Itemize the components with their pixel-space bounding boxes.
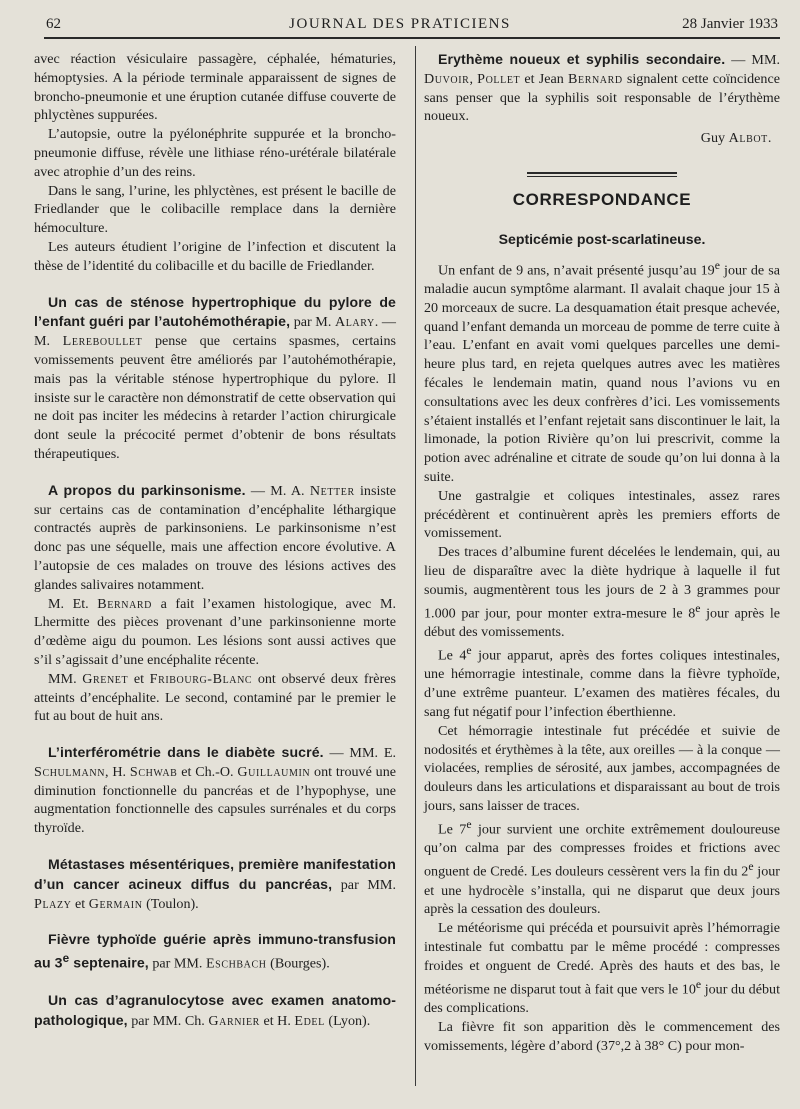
text: et Ch.-O. [177,763,238,780]
article-title: L’interférométrie dans le diabète sucré. [48,744,324,761]
journal-title: JOURNAL DES PRATICIENS [289,16,511,32]
article-text: ont trouvé une diminution fonctionnelle du pancréas et de l’hypophyse, une augmentation fonctionnelle des capsules surrénales et du corps thyroïde. [34,763,397,837]
page-header [20,16,780,38]
byline: par MM. Ch. [127,1012,209,1029]
author-name: Netter [309,482,355,499]
text: Une gastralgie et coliques intestinales, assez rares précédèrent et continuèrent après les premiers efforts de vomissement. [424,487,780,542]
text: MM. [48,670,83,687]
text: M. Et. [48,595,98,612]
article-text: pense que certains spasmes, certains vomissements peuvent être améliorés par l’autohémothérapie, mais pas la véritable sténose hypertrophique du pylore. Il insiste sur le caractère non démonstratif de cette observation qui ne doit pas inciter les médecins à retarder l’action chirurgicale dont seule la précocité permet d’obtenir de bons résultats thérapeutiques. [34,333,396,462]
article-title: A propos du parkinsonisme. [48,481,246,498]
author-name: Eschbach [205,955,267,972]
paragraph [424,816,780,919]
author-name: Garnier [208,1012,260,1029]
signature [424,129,772,148]
separator: — MM. [725,52,780,68]
author-name: Plazy [34,895,72,912]
signature-last: Albot. [728,130,772,147]
text: jour après le début des vomissements. [424,605,780,641]
text: (Toulon). [142,895,199,912]
separator: — MM. E. [323,745,396,762]
paragraph: Les auteurs étudient l’origine de l’infection et discutent la thèse de l’identité du colibacille et du bacille de Friedlander. [34,238,396,274]
article-subtitle: Septicémie post-scarlatineuse. [498,230,706,247]
author-name: Edel [294,1012,325,1029]
superscript: e [748,860,754,874]
superscript: e [714,258,720,272]
text: jour apparut, après des fortes coliques intestinales, une hémorragie intestinale, comme dans la fièvre typhoïde, d’une extrême puanteur. L’examen des matières fécales, du sang fut négatif pour l’infection éberthienne. [424,647,781,720]
article-title: Métastases mésentériques, première manifestation d’un cancer acineux diffus du pancréas, [34,856,396,892]
article-stenose [34,293,396,464]
paragraph [424,722,780,816]
left-column [34,50,396,1030]
text: Des traces d’albumine furent décelées le lendemain, qui, au lieu de disparaître avec la diète hydrique à laquelle il fut soumis, augmentèrent tous les jours de 2 à 3 grammes pour 1.000 par jour, pour monter extra-mesure le 8 [424,544,780,622]
text: jour et une hydrocèle s’installa, qui ne disparut que deux jours après la cessation des douleurs. [424,863,780,918]
text: et H. [259,1012,295,1029]
paragraph: Dans le sang, l’urine, les phlyctènes, est présent le bacille de Friedlander que le colibacille remplace dans la dernière hémoculture. [34,182,396,237]
author-name: Duvoir [424,70,470,87]
section-rule [527,172,677,177]
author-name: Pollet [477,70,521,87]
author-name: Lereboullet [62,333,143,350]
article-parkinson [34,481,396,595]
text: , H. [105,763,130,780]
issue-date: 28 Janvier 1933 [682,16,778,32]
author-name: Fribourg-Blanc [149,670,253,687]
paragraph [424,1018,780,1056]
paragraph [424,919,780,1018]
paragraph [424,642,780,722]
paragraph: avec réaction vésiculaire passagère, céphalée, hématuries, hémoptysies. A la période terminale apparaissent de signes de broncho-pneumonie et une éruption cutanée diffuse couverte de phlyctènes suppurées. [34,51,396,124]
article-text: insiste sur certains cas de contamination d’encéphalite léthargique contractés auprès de parkinsoniens. Le parkinsonisme n’est donc pas une séquelle, mais une affection encore évolutive. A l’autopsie de ces malades on trouve des lésions actives des glandes salivaires notamment. [34,482,397,593]
superscript: e [695,977,702,991]
text: , [469,70,478,87]
section-title: CORRESPONDANCE [512,189,692,209]
paragraph [34,595,396,670]
text: jour du début des complications. [424,981,780,1016]
paragraph [424,543,780,642]
header-rule [44,37,780,39]
author-name: Bernard [97,595,152,612]
separator: — M. A. [245,482,310,499]
text: et [128,670,150,687]
article-title: Un cas d’agranulocytose avec examen anatomo-pathologique, [34,991,396,1028]
author-name: Alary [334,314,375,331]
author-name: Grenet [82,670,129,687]
text: a fait l’examen histologique, avec M. Lhermitte des pièces provenant d’une parkinsonienne morte d’œdème aigu du poumon. Les lésions sont aussi actives que s’il s’agissait d’une encéphalite récente. [34,595,396,668]
text: Le 4 [438,647,467,664]
paragraph: L’autopsie, outre la pyélonéphrite suppurée et la broncho-pneumonie diffuse, révèle une lithiase réno-urétérale bilatérale avec atrophie d’un des reins. [34,126,396,180]
column-divider [415,46,416,1086]
article-title: Erythème noueux et syphilis secondaire. [438,51,726,67]
text: Le 7 [438,821,467,838]
article-interferometrie [34,743,396,838]
text: (Lyon). [324,1012,371,1029]
article-text: signalent cette coïncidence sans penser que la syphilis soit responsable de l’érythème noueux. [424,70,780,125]
article-erytheme [424,50,780,126]
text: Cet hémorragie intestinale fut précédée et suivie de nodosités et érythèmes à la tête, aux oreilles — à la conque — violacées, remplies de sérosité, aux jambes, accompagnées de douleurs dans les articulations et disparaissant au bout de trois jours, sans laisser de traces. [424,722,780,814]
text: ont observé deux frères atteints d’encéphalite. Le second, contaminé par le premier le fut au bout de huit ans. [34,670,397,725]
signature-first: Guy [700,130,729,147]
text: et [71,895,89,912]
paragraph [424,257,780,487]
superscript: e [466,817,472,831]
superscript: e [695,601,701,615]
paragraph [424,487,780,543]
author-name: Guillaumin [237,763,311,780]
right-column [424,50,780,1055]
author-name: Bernard [567,70,623,87]
author-name: Schulmann [34,763,106,780]
superscript: e [62,952,70,966]
separator: . — M. [34,314,396,350]
paragraph [34,670,396,726]
text: et Jean [520,70,568,87]
article-title: Un cas de sténose hypertrophique du pylore de l’enfant guéri par l’autohémothérapie, [34,293,396,330]
author-name: Schwab [129,763,178,780]
text: La fièvre fit son apparition dès le commencement des vomissements, légère d’abord (37°,2 à 38° C) pour mon- [424,1018,780,1054]
text: jour de sa maladie aucun symptôme alarmant. Il avalait chaque jour 15 à 20 morceaux de sucre. La desquamation était presque achevée, quand l’enfant demanda un morceau de pomme de terre cuite à l’eau. L’enfant en avait vomi quelques parcelles une demi-heure plus tard, en rejeta quelques autres avec les matières fécales le lendemain matin, quand nous l’avions vu en consultations avec les deux confrères d’ici. Les vomissements s’étaient installés et l’enfant rejetait sans discontinuer le lait, la limonade, la potion Rivière qu’on lui prescrivit, comme la potion avec adrénaline et citrate de soude qu’on lui donna à la suite. [424,262,780,486]
byline: par M. [290,314,335,331]
article-typhoide [34,930,396,973]
superscript: e [466,643,472,657]
byline: par MM. [332,876,396,893]
text: (Bourges). [266,955,330,972]
page-number: 62 [46,16,61,32]
text: Un enfant de 9 ans, n’avait présenté jusqu’au 19 [438,262,715,279]
article-agranulocytose [34,991,396,1031]
byline: par MM. [148,955,206,972]
article-title: septenaire, [69,954,149,971]
text: jour survient une orchite extrêmement douloureuse qu’on calma par des compresses froides et frictions avec onguent de Credé. Les douleurs cessèrent vers la fin du 2 [424,821,781,880]
article-title: Fièvre typhoïde guérie après immuno-transfusion au 3 [34,931,396,971]
author-name: Germain [88,895,143,912]
text: Le météorisme qui précéda et poursuivit après l’hémorragie intestinale fut combattu par le même procédé : compresses froides et onguent de Credé. Après des hauts et des bas, le météorisme ne disparut tout à fait que vers le 10 [424,920,780,998]
article-metastases [34,855,396,913]
